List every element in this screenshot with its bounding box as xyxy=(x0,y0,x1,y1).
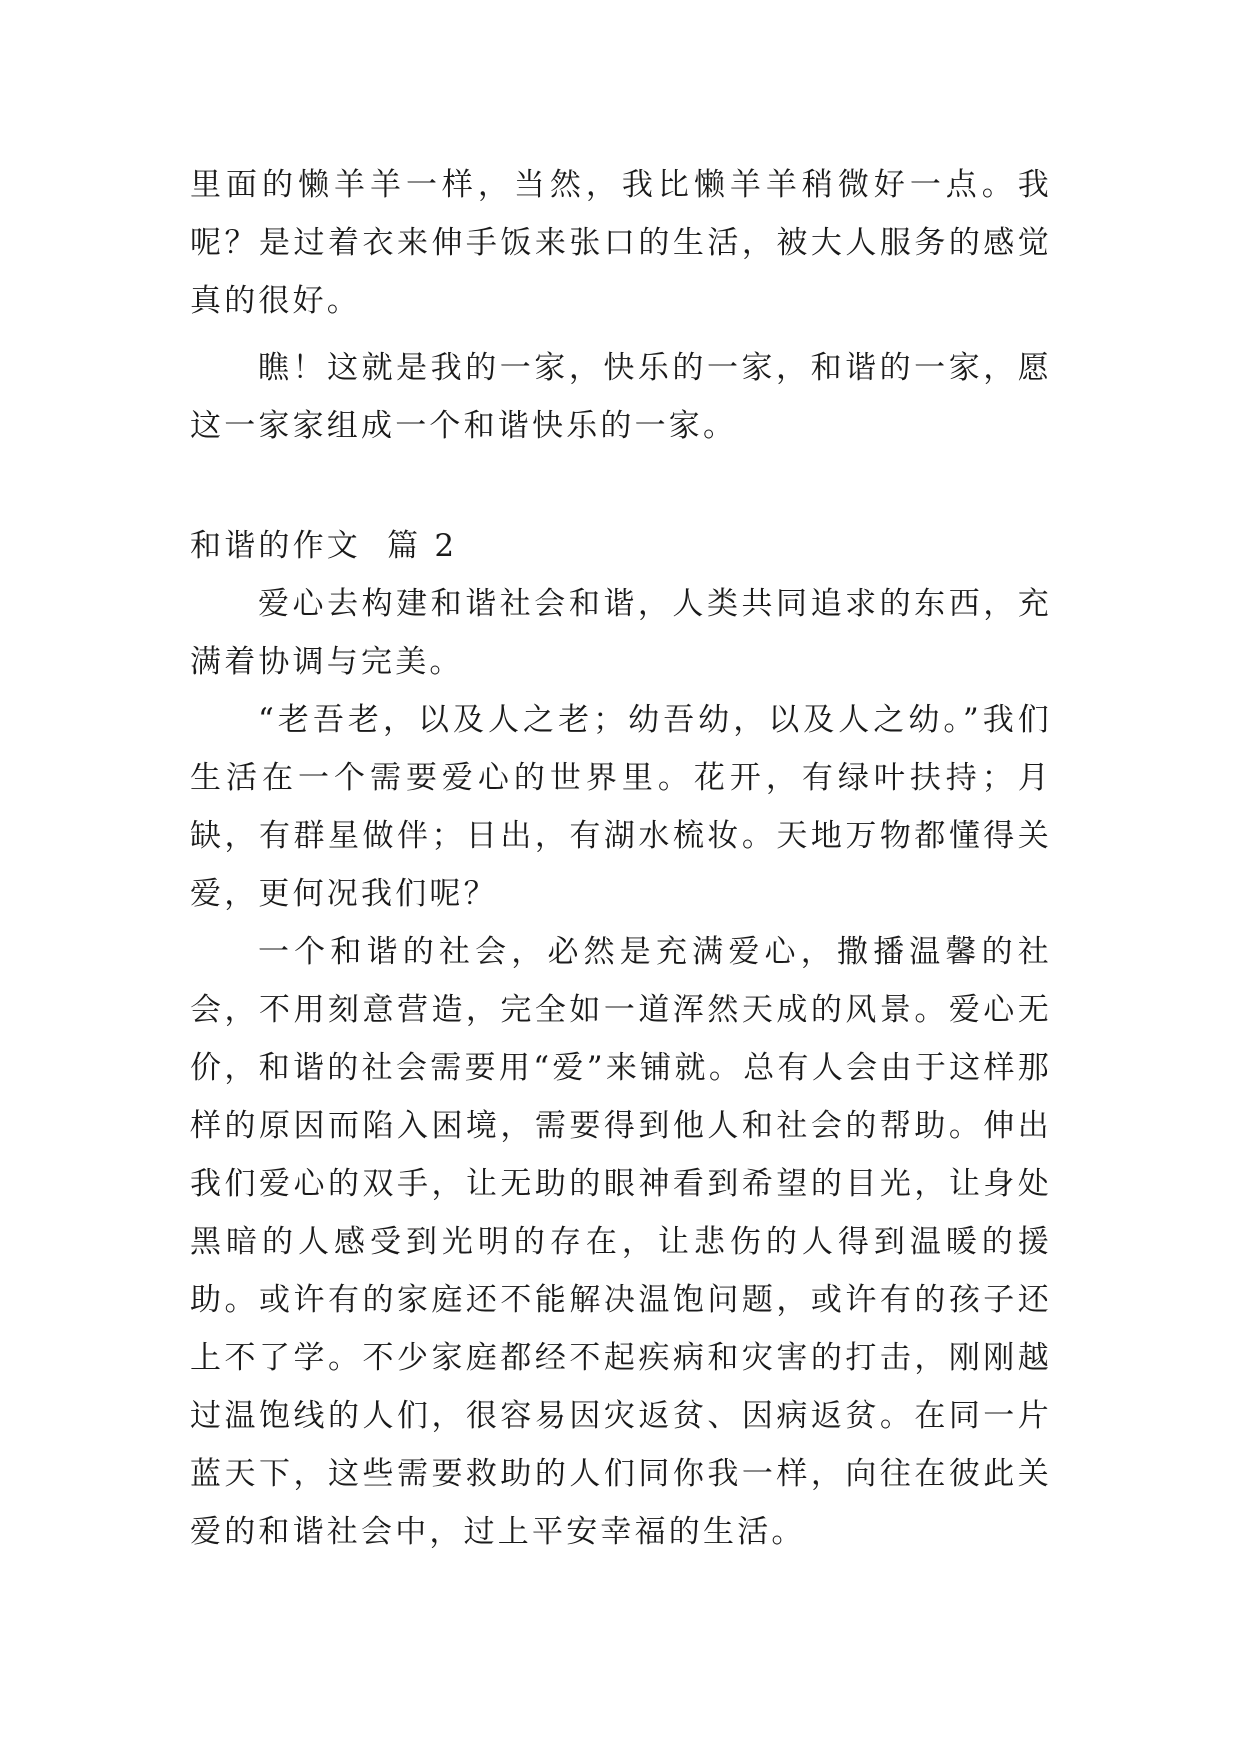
body-paragraph-2: “老吾老，以及人之老；幼吾幼，以及人之幼。”我们生活在一个需要爱心的世界里。花开，有绿叶扶持；月缺，有群星做伴；日出，有湖水梳妆。天地万物都懂得关爱，更何况我们呢？ xyxy=(190,702,1052,912)
continuation-paragraph: 里面的懒羊羊一样，当然，我比懒羊羊稍微好一点。我呢？是过着衣来伸手饭来张口的生活，被大人服务的感觉真的很好。 xyxy=(190,167,1052,319)
closing-paragraph: 瞧！这就是我的一家，快乐的一家，和谐的一家，愿这一家家组成一个和谐快乐的一家。 xyxy=(190,350,1052,444)
body-paragraph-1: 爱心去构建和谐社会和谐，人类共同追求的东西，充满着协调与完美。 xyxy=(190,586,1052,680)
section-heading: 和谐的作文 篇 2 xyxy=(190,528,458,564)
text-column xyxy=(190,156,1052,1561)
body-paragraph-3: 一个和谐的社会，必然是充满爱心，撒播温馨的社会，不用刻意营造，完全如一道浑然天成的风景。爱心无价，和谐的社会需要用“爱”来铺就。总有人会由于这样那样的原因而陷入困境，需要得到他人和社会的帮助。伸出我们爱心的双手，让无助的眼神看到希望的目光，让身处黑暗的人感受到光明的存在，让悲伤的人得到温暖的援助。或许有的家庭还不能解决温饱问题，或许有的孩子还上不了学。不少家庭都经不起疾病和灾害的打击，刚刚越过温饱线的人们，很容易因灾返贫、因病返贫。在同一片蓝天下，这些需要救助的人们同你我一样，向往在彼此关爱的和谐社会中，过上平安幸福的生活。 xyxy=(190,934,1052,1550)
